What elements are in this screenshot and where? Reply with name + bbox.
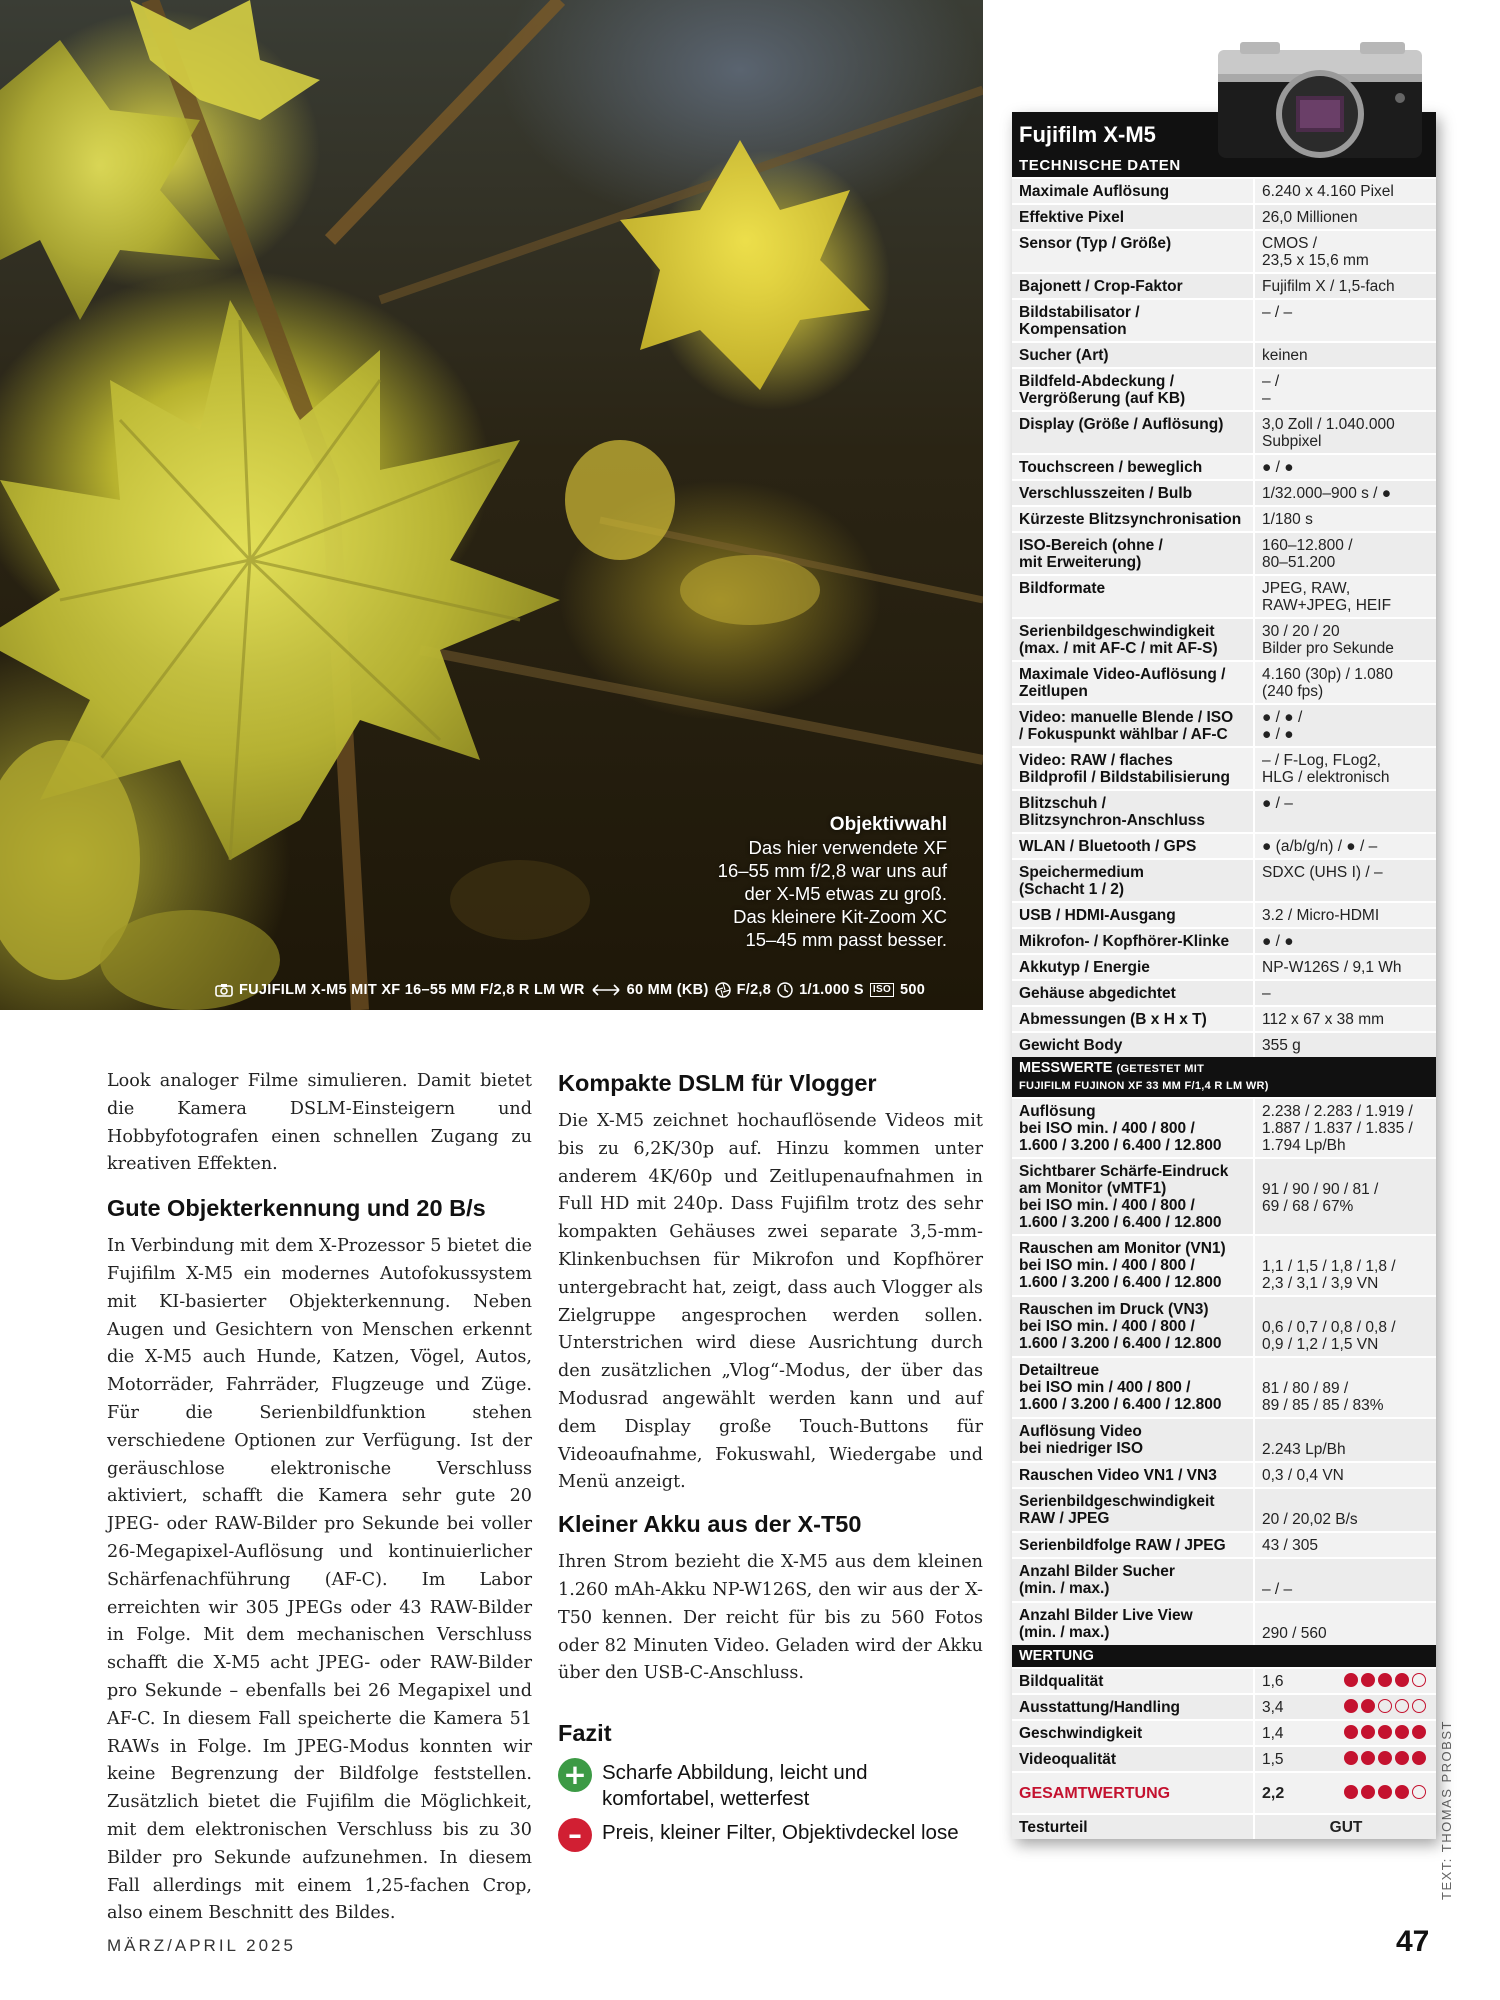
spec-label: Akkutyp / Energie (1012, 954, 1254, 980)
spec-value: 6.240 x 4.160 Pixel (1254, 178, 1436, 204)
measurement-row (1012, 1357, 1436, 1418)
spec-label: Sensor (Typ / Größe) (1012, 230, 1254, 273)
rating-label: Ausstattung/Handling (1012, 1694, 1254, 1720)
spec-label: WLAN / Bluetooth / GPS (1012, 833, 1254, 859)
spec-label: Video: manuelle Blende / ISO / Fokuspunkt wählbar / AF-C (1012, 704, 1254, 747)
rating-score: 1,5 (1262, 1751, 1284, 1768)
spec-value: 1/32.000–900 s / ● (1254, 480, 1436, 506)
rating-dot-filled (1344, 1725, 1358, 1739)
rating-dot-filled (1344, 1673, 1358, 1687)
spec-row (1012, 299, 1436, 342)
spec-value: 4.160 (30p) / 1.080 (240 fps) (1254, 661, 1436, 704)
spec-label: Gewicht Body (1012, 1032, 1254, 1057)
rating-dots (1344, 1751, 1426, 1765)
spec-value: ● / – (1254, 790, 1436, 833)
spec-row (1012, 342, 1436, 368)
spec-row (1012, 506, 1436, 532)
issue-date: MÄRZ/APRIL 2025 (107, 1936, 296, 1955)
rating-dot-filled (1378, 1751, 1392, 1765)
spec-row (1012, 411, 1436, 454)
spec-label: Kürzeste Blitzsynchronisation (1012, 506, 1254, 532)
measurement-row (1012, 1462, 1436, 1488)
rating-score: 1,6 (1262, 1673, 1284, 1690)
rating-row (1012, 1668, 1436, 1694)
measurement-value: 2.243 Lp/Bh (1254, 1418, 1436, 1462)
rating-dot-filled (1344, 1699, 1358, 1713)
spec-label: Video: RAW / flaches Bildprofil / Bildstabilisierung (1012, 747, 1254, 790)
spec-value: NP-W126S / 9,1 Wh (1254, 954, 1436, 980)
rating-value-cell (1254, 1720, 1436, 1746)
spec-panel (1012, 112, 1436, 1839)
article-paragraph: In Verbindung mit dem X-Prozessor 5 bietet die Fujifilm X-M5 ein modernes Autofokussystem mit KI-basierter Objekterkennung. Neben Augen und Gesichtern von Menschen erkennt die X-M5 auch Hunde, Katzen, Vögel, Autos, Motorräder, Fahrräder, Flugzeuge und Züge. Für die Serienbildfunktion stehen verschiedene Optionen zur Verfügung. Ist der geräuschlose elektronische Verschluss aktiviert, schafft die Kamera sehr gute 20 JPEG- oder RAW-Bilder pro Sekunde bei voller 26-Megapixel-Auflösung und kontinuierlicher Schärfenachführung (AF-C). Im Labor erreichten wir 305 JPEGs oder 43 RAW-Bilder in Folge. Mit dem mechanischen Verschluss schafft die X-M5 acht JPEG- oder RAW-Bilder pro Sekunde – ebenfalls bei 26 Megapixel und AF-C. In diesem Fall speicherte die Kamera 51 RAWs in Folge. Im JPEG-Modus konnten wir keine Begrenzung der Bildfolge feststellen. Zusätzlich bietet die Fujifilm die Möglichkeit, mit dem elektronischen Verschluss bis zu 30 Bilder pro Sekunde aufzunehmen. In diesem Fall allerdings mit einem 1,25-fachen Crop, also einem Beschnitt des Bildes. (107, 1236, 532, 1924)
spec-row (1012, 833, 1436, 859)
spec-value: CMOS / 23,5 x 15,6 mm (1254, 230, 1436, 273)
rating-label: Bildqualität (1012, 1668, 1254, 1694)
measurement-label: Sichtbarer Schärfe-Eindruck am Monitor (vMTF1) bei ISO min. / 400 / 800 / 1.600 / 3.200 / 6.400 / 12.800 (1012, 1158, 1254, 1235)
rating-dot-filled (1378, 1673, 1392, 1687)
rating-score: 3,4 (1262, 1699, 1284, 1716)
spec-row (1012, 928, 1436, 954)
verdict-row (1012, 1814, 1436, 1839)
total-rating-score: 2,2 (1262, 1785, 1285, 1802)
measurement-row (1012, 1532, 1436, 1558)
spec-row (1012, 1032, 1436, 1057)
spec-value: ● / ● (1254, 454, 1436, 480)
spec-row (1012, 618, 1436, 661)
rating-dot-filled (1412, 1751, 1426, 1765)
spec-value: – / – (1254, 299, 1436, 342)
photo-caption-title: Objektivwahl (829, 814, 947, 835)
spec-label: Speichermedium (Schacht 1 / 2) (1012, 859, 1254, 902)
section-heading-akku: Kleiner Akku aus der X-T50 (558, 1511, 862, 1538)
spec-row (1012, 368, 1436, 411)
spec-value: – / – (1254, 368, 1436, 411)
spec-value: ● (a/b/g/n) / ● / – (1254, 833, 1436, 859)
measurement-label: Anzahl Bilder Sucher (min. / max.) (1012, 1558, 1254, 1602)
exif-shutter: 1/1.000 S (799, 982, 864, 998)
camera-product-image (1210, 36, 1430, 166)
rating-label: Videoqualität (1012, 1746, 1254, 1772)
spec-label: Gehäuse abgedichtet (1012, 980, 1254, 1006)
measurement-value: 91 / 90 / 90 / 81 / 69 / 68 / 67% (1254, 1158, 1436, 1235)
spec-row (1012, 747, 1436, 790)
spec-row (1012, 273, 1436, 299)
rating-dot-filled (1395, 1725, 1409, 1739)
spec-row (1012, 230, 1436, 273)
fazit-heading: Fazit (558, 1720, 612, 1747)
technical-data-table (1012, 177, 1436, 1057)
spec-row (1012, 575, 1436, 618)
spec-label: USB / HDMI-Ausgang (1012, 902, 1254, 928)
spec-value: 112 x 67 x 38 mm (1254, 1006, 1436, 1032)
article-paragraph: Ihren Strom bezieht die X-M5 aus dem kleinen 1.260 mAh-Akku NP-W126S, den wir aus der X-T50 kennen. Der reicht für bis zu 560 Fotos oder 82 Minuten Video. Geladen wird der Akku über den USB-C-Anschluss. (558, 1552, 983, 1684)
spec-value: 3,0 Zoll / 1.040.000 Subpixel (1254, 411, 1436, 454)
rating-row (1012, 1720, 1436, 1746)
measurement-value: 43 / 305 (1254, 1532, 1436, 1558)
spec-label: Bajonett / Crop-Faktor (1012, 273, 1254, 299)
spec-label: Sucher (Art) (1012, 342, 1254, 368)
exif-info-bar (215, 982, 925, 998)
rating-value-cell (1254, 1668, 1436, 1694)
focal-length-arrow-icon (591, 983, 621, 997)
spec-label: Blitzschuh / Blitzsynchron-Anschluss (1012, 790, 1254, 833)
spec-row (1012, 790, 1436, 833)
rating-dot-empty (1412, 1785, 1426, 1799)
article-paragraph: Look analoger Filme simulieren. Damit bietet die Kamera DSLM-Einsteigern und Hobbyfotografen einen schnellen Zugang zu kreativen Effekten. (107, 1071, 532, 1175)
exif-focal-length: 60 MM (KB) (626, 982, 709, 998)
measurement-row (1012, 1418, 1436, 1462)
rating-dot-filled (1395, 1751, 1409, 1765)
spec-row (1012, 532, 1436, 575)
rating-dot-filled (1361, 1751, 1375, 1765)
rating-table (1012, 1667, 1436, 1839)
rating-dot-filled (1361, 1699, 1375, 1713)
spec-label: Verschlusszeiten / Bulb (1012, 480, 1254, 506)
spec-value: ● / ● (1254, 928, 1436, 954)
spec-row (1012, 178, 1436, 204)
camera-icon (215, 983, 233, 997)
spec-value: 1/180 s (1254, 506, 1436, 532)
rating-value-cell (1254, 1694, 1436, 1720)
verdict-value: GUT (1254, 1814, 1436, 1839)
article-column-2 (558, 1068, 983, 1852)
rating-dot-empty (1395, 1699, 1409, 1713)
plus-icon: + (558, 1758, 592, 1792)
measurements-title: MESSWERTE (1019, 1060, 1113, 1076)
aperture-icon (715, 982, 731, 998)
spec-label: Display (Größe / Auflösung) (1012, 411, 1254, 454)
spec-row (1012, 980, 1436, 1006)
spec-value: keinen (1254, 342, 1436, 368)
rating-row (1012, 1746, 1436, 1772)
spec-row (1012, 661, 1436, 704)
spec-label: Effektive Pixel (1012, 204, 1254, 230)
exif-lens: FUJIFILM X-M5 MIT XF 16–55 MM F/2,8 R LM WR (239, 982, 585, 998)
rating-header (1012, 1645, 1436, 1667)
spec-label: Bildfeld-Abdeckung / Vergrößerung (auf KB) (1012, 368, 1254, 411)
spec-row (1012, 954, 1436, 980)
spec-label: Maximale Auflösung (1012, 178, 1254, 204)
measurement-row (1012, 1602, 1436, 1645)
total-rating-row (1012, 1772, 1436, 1814)
spec-label: Mikrofon- / Kopfhörer-Klinke (1012, 928, 1254, 954)
measurement-value: 2.238 / 2.283 / 1.919 / 1.887 / 1.837 / 1.835 / 1.794 Lp/Bh (1254, 1098, 1436, 1158)
page-number: 47 (1396, 1925, 1430, 1958)
rating-dot-filled (1395, 1785, 1409, 1799)
photo-caption-line: 16–55 mm f/2,8 war uns auf (717, 860, 947, 881)
rating-dot-filled (1395, 1673, 1409, 1687)
spec-value: 160–12.800 / 80–51.200 (1254, 532, 1436, 575)
measurement-row (1012, 1558, 1436, 1602)
article-paragraph: Die X-M5 zeichnet hochauflösende Videos mit bis zu 6,2K/30p auf. Hinzu kommen unter anderem 4K/60p und Zeitlupenaufnahmen in Full HD mit 240p. Dass Fujifilm trotz des sehr kompakten Gehäuses zwei separate 3,5-mm-Klinkenbuchsen für Mikrofon und Kopfhörer untergebracht hat, zeigt, dass auch Vlogger als Zielgruppe angesprochen werden sollen. Unterstrichen wird diese Ausrichtung durch den zusätzlichen „Vlog“-Modus, der über das Modusrad angewählt werden kann und auf dem Display große Touch-Buttons für Videoaufnahme, Fokuswahl, Wiedergabe und Menü anzeigt. (558, 1111, 983, 1493)
spec-value: 30 / 20 / 20 Bilder pro Sekunde (1254, 618, 1436, 661)
fazit-pro-text: Scharfe Abbildung, leicht und komfortabel, wetterfest (602, 1761, 868, 1811)
rating-dot-filled (1378, 1725, 1392, 1739)
spec-value: 3.2 / Micro-HDMI (1254, 902, 1436, 928)
article-column-1 (107, 1068, 532, 1928)
total-rating-value-cell (1254, 1772, 1436, 1814)
measurement-row (1012, 1488, 1436, 1532)
rating-label: Geschwindigkeit (1012, 1720, 1254, 1746)
measurement-value: 290 / 560 (1254, 1602, 1436, 1645)
rating-dot-filled (1412, 1725, 1426, 1739)
hero-photo-maple-leaves (0, 0, 983, 1010)
spec-label: Serienbildgeschwindigkeit (max. / mit AF-C / mit AF-S) (1012, 618, 1254, 661)
rating-dot-filled (1361, 1785, 1375, 1799)
section-heading-objekterkennung: Gute Objekterkennung und 20 B/s (107, 1195, 486, 1222)
spec-label: Bildformate (1012, 575, 1254, 618)
spec-value: JPEG, RAW, RAW+JPEG, HEIF (1254, 575, 1436, 618)
rating-dot-filled (1344, 1751, 1358, 1765)
measurement-label: Anzahl Bilder Live View (min. / max.) (1012, 1602, 1254, 1645)
rating-dot-filled (1344, 1785, 1358, 1799)
spec-label: Abmessungen (B x H x T) (1012, 1006, 1254, 1032)
shutter-clock-icon (777, 982, 793, 998)
spec-value: 26,0 Millionen (1254, 204, 1436, 230)
spec-value: – / F-Log, FLog2, HLG / elektronisch (1254, 747, 1436, 790)
measurements-header (1012, 1057, 1436, 1097)
photo-caption-line: Das hier verwendete XF (748, 837, 947, 858)
measurement-label: Detailtreue bei ISO min / 400 / 800 / 1.600 / 3.200 / 6.400 / 12.800 (1012, 1357, 1254, 1418)
measurement-label: Serienbildgeschwindigkeit RAW / JPEG (1012, 1488, 1254, 1532)
photo-caption-line: Das kleinere Kit-Zoom XC (733, 906, 947, 927)
measurement-value: 0,3 / 0,4 VN (1254, 1462, 1436, 1488)
measurement-value: 0,6 / 0,7 / 0,8 / 0,8 / 0,9 / 1,2 / 1,5 VN (1254, 1296, 1436, 1357)
exif-iso: 500 (900, 982, 926, 998)
photo-caption (617, 813, 947, 951)
measurement-row (1012, 1098, 1436, 1158)
spec-row (1012, 859, 1436, 902)
spec-row (1012, 902, 1436, 928)
spec-value: 355 g (1254, 1032, 1436, 1057)
rating-dot-empty (1412, 1673, 1426, 1687)
fazit-pro (558, 1758, 983, 1812)
spec-label: ISO-Bereich (ohne / mit Erweiterung) (1012, 532, 1254, 575)
measurements-subtitle: (GETESTET MIT (1116, 1063, 1205, 1075)
spec-row (1012, 704, 1436, 747)
photo-caption-line: 15–45 mm passt besser. (745, 929, 947, 950)
rating-title: WERTUNG (1019, 1648, 1094, 1664)
author-credit: TEXT: THOMAS PROBST (1439, 1720, 1454, 1900)
fazit-contra-text: Preis, kleiner Filter, Objektivdeckel lose (602, 1821, 959, 1845)
rating-score: 1,4 (1262, 1725, 1284, 1742)
spec-value: Fujifilm X / 1,5-fach (1254, 273, 1436, 299)
spec-label: Maximale Video-Auflösung / Zeitlupen (1012, 661, 1254, 704)
rating-dots (1344, 1725, 1426, 1739)
iso-icon: ISO (870, 983, 894, 997)
rating-dots (1344, 1699, 1426, 1713)
verdict-label: Testurteil (1012, 1814, 1254, 1839)
spec-value: SDXC (UHS I) / – (1254, 859, 1436, 902)
measurement-label: Serienbildfolge RAW / JPEG (1012, 1532, 1254, 1558)
rating-value-cell (1254, 1746, 1436, 1772)
measurement-label: Auflösung Video bei niedriger ISO (1012, 1418, 1254, 1462)
section-heading-vlogger: Kompakte DSLM für Vlogger (558, 1070, 877, 1096)
measurement-row (1012, 1158, 1436, 1235)
minus-icon: – (558, 1818, 592, 1852)
measurement-row (1012, 1235, 1436, 1296)
measurement-label: Auflösung bei ISO min. / 400 / 800 / 1.600 / 3.200 / 6.400 / 12.800 (1012, 1098, 1254, 1158)
spec-value: – (1254, 980, 1436, 1006)
measurements-subtitle-lens: FUJIFILM FUJINON XF 33 MM F/1,4 R LM WR) (1019, 1080, 1269, 1092)
spec-model-title: Fujifilm X-M5 (1019, 122, 1156, 147)
rating-dot-empty (1378, 1699, 1392, 1713)
measurements-table (1012, 1097, 1436, 1645)
spec-row (1012, 480, 1436, 506)
rating-dot-filled (1361, 1725, 1375, 1739)
fazit-contra (558, 1818, 983, 1852)
total-rating-label: GESAMTWERTUNG (1012, 1772, 1254, 1814)
measurement-value: 81 / 80 / 89 / 89 / 85 / 85 / 83% (1254, 1357, 1436, 1418)
measurement-row (1012, 1296, 1436, 1357)
measurement-value: – / – (1254, 1558, 1436, 1602)
rating-dot-empty (1412, 1699, 1426, 1713)
spec-row (1012, 454, 1436, 480)
total-rating-dots (1344, 1785, 1426, 1799)
exif-aperture: F/2,8 (736, 982, 772, 998)
measurement-value: 20 / 20,02 B/s (1254, 1488, 1436, 1532)
photo-caption-line: der X-M5 etwas zu groß. (744, 883, 947, 904)
measurement-label: Rauschen Video VN1 / VN3 (1012, 1462, 1254, 1488)
rating-dot-filled (1361, 1673, 1375, 1687)
spec-label: Touchscreen / beweglich (1012, 454, 1254, 480)
rating-row (1012, 1694, 1436, 1720)
spec-row (1012, 204, 1436, 230)
measurement-label: Rauschen im Druck (VN3) bei ISO min. / 400 / 800 / 1.600 / 3.200 / 6.400 / 12.800 (1012, 1296, 1254, 1357)
measurement-label: Rauschen am Monitor (VN1) bei ISO min. / 400 / 800 / 1.600 / 3.200 / 6.400 / 12.800 (1012, 1235, 1254, 1296)
spec-value: ● / ● / ● / ● (1254, 704, 1436, 747)
rating-dot-filled (1378, 1785, 1392, 1799)
measurement-value: 1,1 / 1,5 / 1,8 / 1,8 / 2,3 / 3,1 / 3,9 VN (1254, 1235, 1436, 1296)
spec-subtitle: TECHNISCHE DATEN (1019, 157, 1181, 174)
spec-row (1012, 1006, 1436, 1032)
spec-label: Bildstabilisator / Kompensation (1012, 299, 1254, 342)
rating-dots (1344, 1673, 1426, 1687)
